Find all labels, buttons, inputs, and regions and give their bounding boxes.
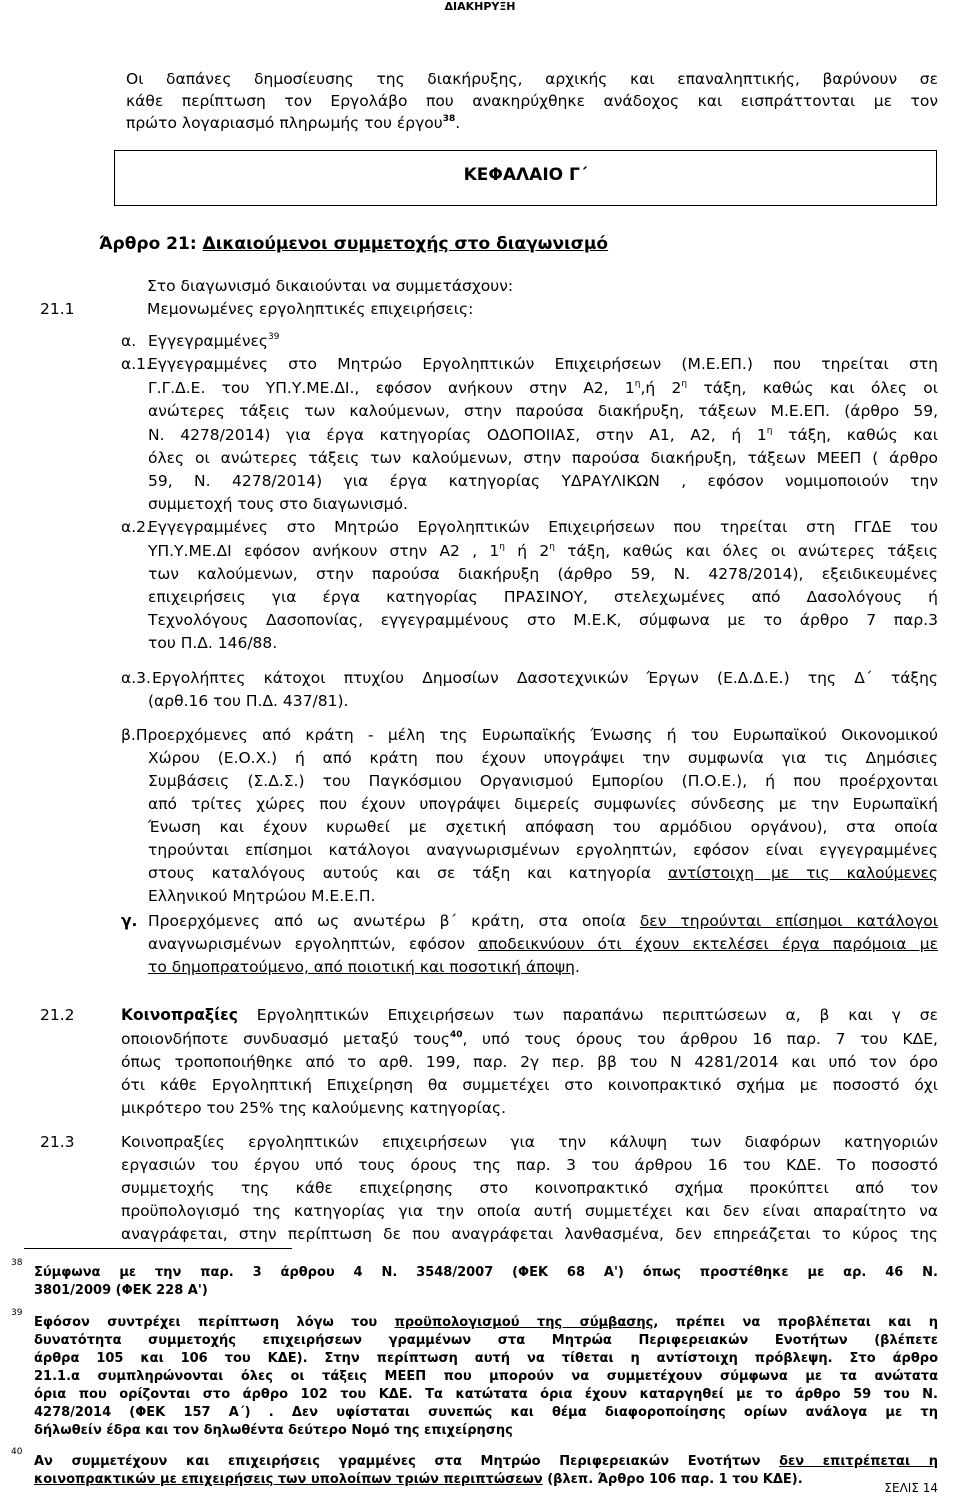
s21-2-line-3: όπως τροποποιήθηκε από το αρθ. 199, παρ. 2γ περ. ββ του Ν 4281/2014 και υπό τον όρο [121, 1053, 938, 1071]
item-a1-line-4: Ν. 4278/2014) για έργα κατηγορίας ΟΔΟΠΟΙΙΑΣ, στην Α1, Α2, ή $1^\eta$ τάξη, καθώς και [148, 426, 938, 444]
page-number: ΣΕΛΙΣ 14 [884, 1481, 938, 1495]
item-a3-label: α.3. [121, 669, 151, 687]
item-a1-label: α.1. [121, 355, 151, 373]
item-a1-line-6: 59, Ν. 4278/2014) για έργα κατηγορίας ΥΔΡΑΥΛΙΚΩΝ , εφόσον νομιμοποιούν την [148, 472, 938, 490]
footnote-separator [24, 1248, 292, 1249]
footnote-38-number: 38 [11, 1258, 23, 1268]
section-number-21-2: 21.2 [40, 1006, 75, 1024]
s21-1-line-1: Στο διαγωνισμό δικαιούνται να συμμετάσχουν: [147, 277, 514, 295]
s21-2-line-2: οποιονδήποτε συνδυασμό μεταξύ τους$^{40}$, υπό τους όρους του άρθρου 16 παρ. 7 του ΚΔΕ, [121, 1030, 938, 1048]
footnote-38-line-1: Σύμφωνα με την παρ. 3 άρθρου 4 Ν. 3548/2007 (ΦΕΚ 68 Α') όπως προστέθηκε με αρ. 46 Ν. [34, 1265, 938, 1280]
item-b-line-3: Συμβάσεις (Σ.Δ.Σ.) του Παγκόσμιου Οργανισμού Εμπορίου (Π.Ο.Ε.), ή που προέρχονται [148, 772, 938, 790]
footnote-39-line-7: δήλωθείν έδρα και τον δηλωθέντα δεύτερο Νομό της επιχείρησης [34, 1423, 513, 1438]
intro-line-3: πρώτο λογαριασμό πληρωμής του έργου$^{38}$. [126, 114, 461, 132]
document-header-title: ΔΙΑΚΗΡΥΞΗ [444, 0, 516, 13]
item-a2-line-2: ΥΠ.Υ.ΜΕ.ΔΙ εφόσον ανήκουν στην Α2 , $1^\eta$ ή $2^\eta$ τάξη, καθώς και όλες οι ανώτερες τάξεις [148, 542, 938, 560]
item-g-label: γ. [121, 912, 138, 930]
section-number-21-3: 21.3 [40, 1133, 75, 1151]
item-a1-line-5: όλες οι ανώτερες τάξεις των καλούμενων, στην παρούσα διακήρυξη, τάξεων ΜΕΕΠ ( άρθρο [148, 449, 938, 467]
item-a-text: Εγγεγραμμένες$^{39}$ [148, 332, 280, 350]
s21-3-line-3: συμμετοχής της κάθε επιχείρησης στο κοινοπρακτικό σχήμα προκύπτει από τον [121, 1179, 938, 1197]
item-b-line-8: Ελληνικού Μητρώου Μ.Ε.Ε.Π. [148, 887, 376, 905]
chapter-box [114, 150, 937, 206]
item-a2-line-4: επιχειρήσεις για έργα κατηγορίας ΠΡΑΣΙΝΟΥ, στελεχωμένες από Δασολόγους ή [148, 588, 938, 606]
footnote-39-number: 39 [11, 1308, 23, 1318]
s21-3-line-1: Κοινοπραξίες εργοληπτικών επιχειρήσεων για την κάλυψη των διαφόρων κατηγοριών [121, 1133, 938, 1151]
item-a-label: α. [121, 332, 137, 350]
item-a2-label: α.2. [121, 518, 151, 536]
item-g-line-1: Προερχόμενες από ως ανωτέρω β΄ κράτη, στα οποία δεν τηρούνται επίσημοι κατάλογοι [148, 912, 938, 930]
s21-3-line-2: εργασιών του έργου υπό τους όρους της παρ. 3 του άρθρου 16 του ΚΔΕ. Το ποσοστό [121, 1156, 938, 1174]
item-b-line-2: Χώρου (Ε.Ο.Χ.) ή από κράτη που έχουν υπογράψει την συμφωνία για τις Δημόσιες [148, 749, 938, 767]
item-g-line-2: αναγνωρισμένων εργοληπτών, εφόσον αποδεικνύουν ότι έχουν εκτελέσει έργα παρόμοια με [148, 935, 938, 953]
section-number-21-1: 21.1 [40, 300, 75, 318]
item-b-line-4: από τρίτες χώρες που έχουν υπογράψει διμερείς συμφωνίες σύνδεσης με την Ευρωπαϊκή [148, 795, 938, 813]
s21-2-line-4: ότι κάθε Εργοληπτική Επιχείρηση θα συμμετέχει στο κοινοπρακτικό σχήμα με ποσοστό όχι [121, 1076, 938, 1094]
s21-3-line-4: προϋπολογισμό της κατηγορίας για την οποία αυτή συμμετέχει και δεν είναι απαραίτητο να [121, 1202, 938, 1220]
item-b-line-1: β.Προερχόμενες από κράτη - μέλη της Ευρωπαϊκής Ένωσης ή του Ευρωπαϊκού Οικονομικού [121, 726, 938, 744]
s21-2-line-5: μικρότερο του 25% της καλούμενης κατηγορίας. [121, 1099, 507, 1117]
s21-1-line-2: Μεμονωμένες εργοληπτικές επιχειρήσεις: [147, 300, 474, 318]
item-a1-line-3: ανώτερες τάξεις των καλούμενων, στην παρούσα διακήρυξη, τάξεων Μ.Ε.ΕΠ. (άρθρο 59, [148, 402, 938, 420]
footnote-39-line-3: άρθρα 105 και 106 του ΚΔΕ). Στην περίπτωση αυτή να τίθεται η αντίστοιχη πρόβλεψη. Στο άρθρο [34, 1351, 938, 1366]
item-a1-line-1: Εγγεγραμμένες στο Μητρώο Εργοληπτικών Επιχειρήσεων (Μ.Ε.ΕΠ.) που τηρείται στη [148, 355, 938, 373]
item-b-line-7: στους καταλόγους αυτούς και σε τάξη και κατηγορία αντίστοιχη με τις καλούμενες [148, 864, 938, 882]
footnote-39-line-2: δυνατότητα συμμετοχής επιχειρήσεων γραμμένων στα Μητρώα Περιφερειακών Ενοτήτων (βλέπετε [34, 1333, 938, 1348]
footnote-39-line-4: 21.1.α συμπληρώνονται όλες οι τάξεις ΜΕΕΠ που μπορούν να συμμετέχουν σύμφωνα με τα ανώτατα [34, 1369, 938, 1384]
footnote-40-line-1: Αν συμμετέχουν και επιχειρήσεις γραμμένες στα Μητρώο Περιφερειακών Ενοτήτων δεν επιτρέπεται η [34, 1454, 938, 1469]
item-b-line-6: τηρούνται επίσημοι κατάλογοι αναγνωρισμένων εργοληπτών, εφόσον είναι εγγεγραμμένες [148, 841, 938, 859]
item-a2-line-1: Εγγεγραμμένες στο Μητρώο Εργοληπτικών Επιχειρήσεων που τηρείται στη ΓΓΔΕ του [148, 518, 938, 536]
footnote-40-line-2: κοινοπρακτικών με επιχειρήσεις των υπολοίπων τριών περιπτώσεων (βλεπ. Άρθρο 106 παρ. 1 του ΚΔΕ). [34, 1472, 803, 1487]
item-a3-line-1: Εργολήπτες κάτοχοι πτυχίου Δημοσίων Δασοτεχνικών Έργων (Ε.Δ.Δ.Ε.) της Δ΄ τάξης [152, 669, 938, 687]
item-g-line-3: το δημοπρατούμενο, από ποιοτική και ποσοτική άποψη. [148, 958, 580, 976]
item-a1-line-7: συμμετοχή τους στο διαγωνισμό. [148, 495, 408, 513]
intro-line-1: Οι δαπάνες δημοσίευσης της διακήρυξης, αρχικής και επαναληπτικής, βαρύνουν σε [126, 70, 938, 88]
chapter-title: ΚΕΦΑΛΑΙΟ Γ΄ [463, 165, 588, 185]
footnote-ref-38[interactable]: 38 [442, 114, 456, 124]
s21-2-line-1: Κοινοπραξίες Εργοληπτικών Επιχειρήσεων των παραπάνω περιπτώσεων α, β και γ σε [121, 1006, 938, 1024]
item-a2-line-6: του Π.Δ. 146/88. [148, 634, 278, 652]
intro-line-2: κάθε περίπτωση τον Εργολάβο που ανακηρύχθηκε ανάδοχος και εισπράττονται με τον [126, 92, 938, 110]
footnote-39-line-5: όρια που ορίζονται στο άρθρο 102 του ΚΔΕ. Τα κατώτατα όρια έχουν καταργηθεί με το άρθρο 59 του Ν. [34, 1387, 938, 1402]
item-a3-line-2: (αρθ.16 του Π.Δ. 437/81). [148, 692, 349, 710]
footnote-39-line-1: Εφόσον συντρέχει περίπτωση λόγω του προϋπολογισμού της σύμβασης, πρέπει να προβλέπεται και η [34, 1315, 939, 1330]
item-a2-line-5: Τεχνολόγους Δασοπονίας, εγγεγραμμένους στο Μ.Ε.Κ, σύμφωνα με το άρθρο 7 παρ.3 [148, 611, 938, 629]
s21-3-line-5: αναγράφεται, στην περίπτωση δε που αναγράφεται λανθασμένα, δεν επηρεάζεται το κύρος της [121, 1225, 938, 1243]
item-a1-line-2: Γ.Γ.Δ.Ε. του ΥΠ.Υ.ΜΕ.ΔΙ., εφόσον ανήκουν στην Α2, $1^\eta,ή$ $2^\eta$ τάξη, καθώς και όλες οι [148, 379, 938, 397]
footnote-ref-39[interactable]: 39 [267, 332, 280, 342]
footnote-ref-40[interactable]: 40 [449, 1030, 463, 1040]
footnote-40-number: 40 [11, 1447, 23, 1457]
footnote-39-line-6: 4278/2014 (ΦΕΚ 157 Α΄) . Δεν υφίσταται συνεπώς και θέμα διαφοροποίησης ορίων ανάλογα με τη [34, 1405, 938, 1420]
footnote-38-line-2: 3801/2009 (ΦΕΚ 228 Α') [34, 1283, 208, 1298]
article-heading: Άρθρο 21: Δικαιούμενοι συμμετοχής στο διαγωνισμό [99, 234, 609, 254]
item-a2-line-3: των καλούμενων, στην παρούσα διακήρυξη (άρθρο 59, Ν. 4278/2014), εξειδικευμένες [148, 565, 938, 583]
item-b-line-5: Ένωση και έχουν κυρωθεί με σχετική απόφαση του αρμόδιου οργάνου), στα οποία [148, 818, 938, 836]
